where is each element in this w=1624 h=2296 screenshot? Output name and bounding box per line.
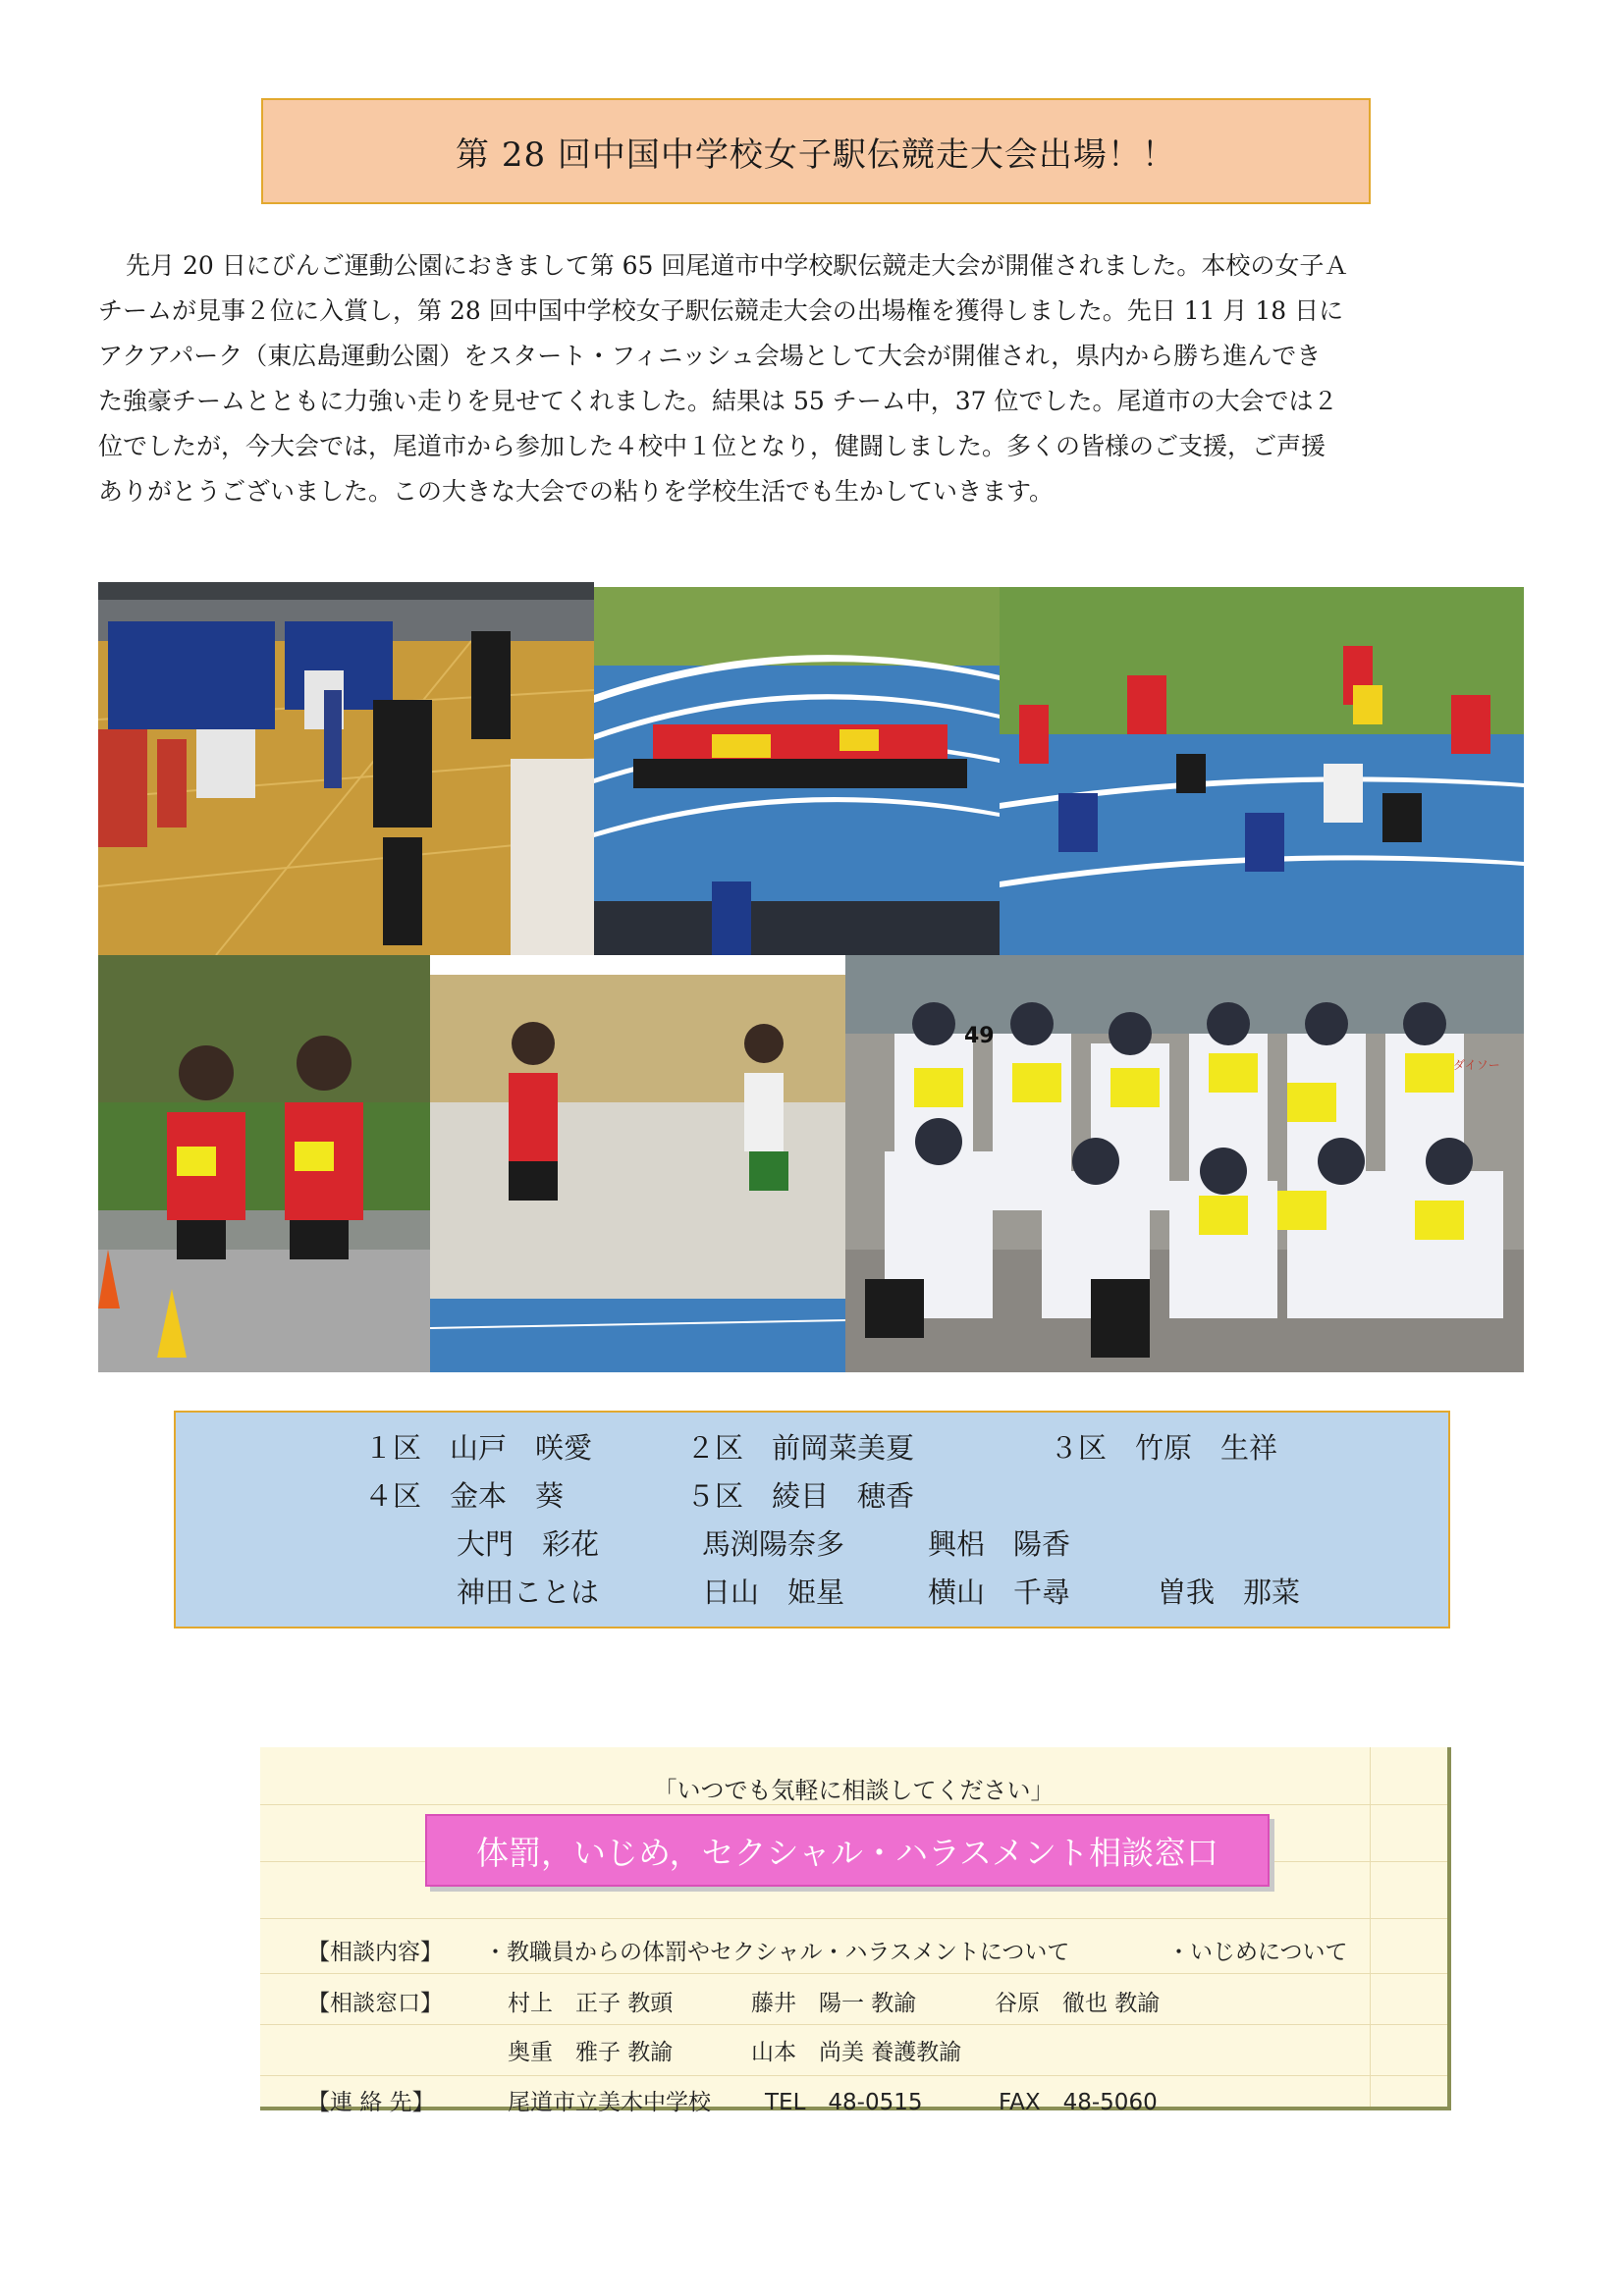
page-title: 第 28 回中国中学校女子駅伝競走大会出場！！ [261, 98, 1371, 204]
intro-line: 位でしたが，今大会では，尾道市から参加した４校中１位となり，健闘しました。多くの皆様のご支援，ご声援 [98, 432, 1326, 460]
roster-entry: 興梠 陽香 [928, 1527, 1071, 1561]
intro-line: ありがとうございました。この大きな大会での粘りを学校生活でも生かしていきます。 [98, 477, 1055, 506]
roster-entry: １区 山戸 咲愛 [364, 1431, 593, 1465]
consult-title: 体罰，いじめ，セクシャル・ハラスメント相談窓口 [425, 1814, 1270, 1887]
roster-entry: 神田ことは [457, 1575, 600, 1609]
staff-name: 谷原 徹也 教諭 [995, 1991, 1161, 2016]
photo-relay-handoff [98, 955, 430, 1372]
roster-entry: 日山 姫星 [702, 1575, 845, 1609]
roster-entry: 馬渕陽奈多 [702, 1527, 845, 1561]
window-label: 【相談窓口】 [307, 1991, 443, 2016]
intro-line: チームが見事２位に入賞し，第 28 回中国中学校女子駅伝競走大会の出場権を獲得しました。先日 11 月 18 日に [98, 296, 1344, 325]
roster-entry: ３区 竹原 生祥 [1050, 1431, 1278, 1465]
contact-label: 【連 絡 先】 [307, 2090, 435, 2115]
staff-name: 村上 正子 教頭 [508, 1991, 674, 2016]
roster-box [174, 1411, 1450, 1629]
consultation-notice [260, 1747, 1451, 2115]
phone-number: TEL 48-0515 [765, 2090, 923, 2115]
intro-line: 先月 20 日にびんご運動公園におきまして第 65 回尾道市中学校駅伝競走大会が開催されました。本校の女子Ａ [126, 251, 1349, 280]
bib-number: 49 [964, 1024, 995, 1048]
consult-tagline: 「いつでも気軽に相談してください」 [653, 1777, 1055, 1804]
photo-race-start [594, 587, 1000, 955]
content-label: 【相談内容】 [307, 1940, 443, 1965]
school-name: 尾道市立美木中学校 [508, 2090, 711, 2115]
roster-entry: ５区 綾目 穂香 [686, 1479, 915, 1513]
photo-opening-ceremony [98, 582, 594, 955]
intro-line: アクアパーク（東広島運動公園）をスタート・フィニッシュ会場として大会が開催され，県内から勝ち進んでき [98, 342, 1322, 370]
roster-entry: 大門 彩花 [457, 1527, 600, 1561]
content-item: ・教職員からの体罰やセクシャル・ハラスメントについて [484, 1940, 1070, 1965]
photo-team-group [845, 955, 1524, 1372]
staff-name: 山本 尚美 養護教諭 [751, 2040, 962, 2065]
roster-entry: ４区 金本 葵 [364, 1479, 565, 1513]
roster-entry: 曽我 那菜 [1158, 1575, 1301, 1609]
photo-two-runners [430, 975, 845, 1372]
intro-line: た強豪チームとともに力強い走りを見せてくれました。結果は 55 チーム中，37 位でした。尾道市の大会では２ [98, 387, 1338, 415]
roster-entry: 横山 千尋 [928, 1575, 1071, 1609]
content-item: ・いじめについて [1167, 1940, 1348, 1965]
staff-name: 藤井 陽一 教諭 [751, 1991, 917, 2016]
fax-number: FAX 48-5060 [999, 2090, 1158, 2115]
photo-runners-track [1000, 587, 1524, 955]
bib-sponsor: ダイソー [1453, 1058, 1500, 1072]
roster-entry: ２区 前岡菜美夏 [686, 1431, 915, 1465]
intro-paragraph [98, 243, 1527, 514]
staff-name: 奥重 雅子 教諭 [508, 2040, 674, 2065]
